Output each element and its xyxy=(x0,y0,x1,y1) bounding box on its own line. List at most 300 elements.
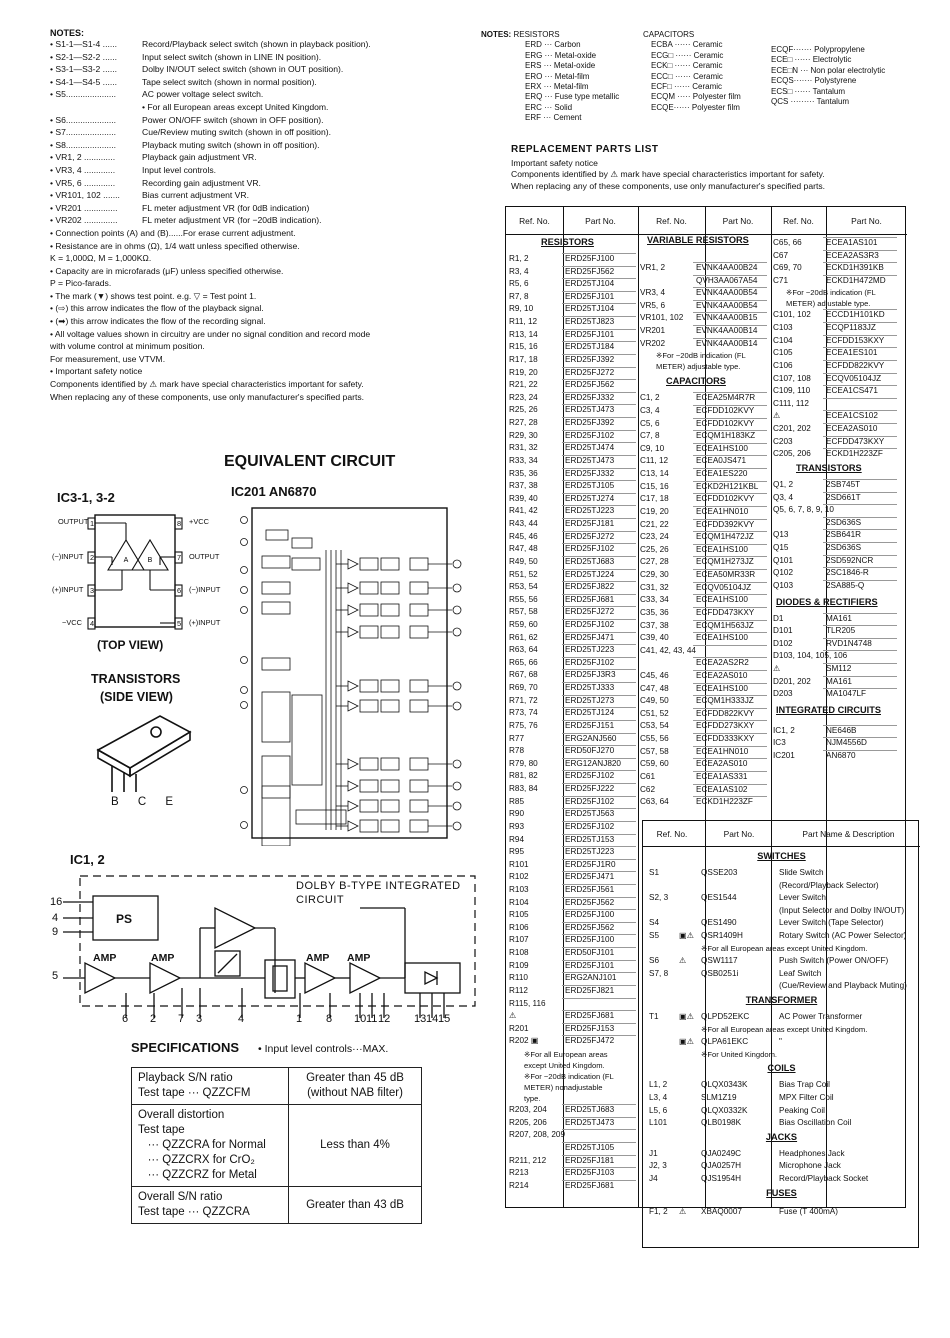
row-rule xyxy=(562,594,636,607)
row-rule xyxy=(562,947,636,960)
ic3-pin-label-1: OUTPUT xyxy=(58,517,89,526)
ic3-pin-label-4: −VCC xyxy=(62,618,82,627)
note-value: Bias current adjustment VR. xyxy=(142,190,249,201)
variable-resistor-ref: VR1, 2 xyxy=(640,263,666,272)
row-rule xyxy=(562,922,636,935)
capacitor-part: ECQM1H333JZ xyxy=(696,696,754,706)
switch-part: QSR1409H xyxy=(701,931,743,940)
switch-mark: ▣⚠ xyxy=(679,931,695,940)
transformer-part: QLPA61EKC xyxy=(701,1037,749,1047)
resistor-part: ERD25TJ223 xyxy=(565,847,615,857)
jack-ref: J2, 3 xyxy=(649,1161,667,1171)
schematic-line xyxy=(262,786,290,798)
schematic-line xyxy=(241,702,248,709)
ic3-pin-num-5: 5 xyxy=(177,619,182,628)
capacitor-part: ECEA50MR33R xyxy=(696,570,756,580)
table-header: Ref. No. xyxy=(638,207,705,235)
note-value: Power ON/OFF switch (shown in OFF position). xyxy=(142,114,324,125)
switch-part: QES1544 xyxy=(701,893,737,903)
row-rule xyxy=(823,529,897,542)
row-rule xyxy=(823,625,897,638)
note-line: When replacing any of these components, use only manufacturer's specified parts. xyxy=(50,391,365,402)
resistor-part: ERD25FJ100 xyxy=(565,254,615,263)
schematic-line xyxy=(360,800,378,812)
resistor-ref: R83, 84 xyxy=(509,784,538,794)
note-line: • (⇨) this arrow indicates the flow of the playback signal. xyxy=(50,303,264,314)
resistor-part: ERD25TJ104 xyxy=(565,279,615,289)
resistor-ref: R207, 208, 209 xyxy=(509,1130,565,1140)
transformer-part: QLPD52EKC xyxy=(701,1012,750,1021)
spec-condition-line: Playback S/N ratio xyxy=(138,1072,233,1084)
schematic-line xyxy=(360,558,378,570)
capacitor-part: ECKD1H223ZF xyxy=(826,449,883,459)
resistor-part: ERD25FJ681 xyxy=(565,1180,615,1190)
note-key: • VR202 .............. xyxy=(50,215,118,226)
capacitor-ref: C47, 48 xyxy=(640,683,669,693)
capacitor-part: ECEA1HS100 xyxy=(696,443,748,453)
row-rule xyxy=(562,556,636,569)
ic12-pin-number: 6 xyxy=(122,1013,129,1025)
capacitor-ref: C55, 56 xyxy=(640,734,669,744)
resistor-ref: R105 xyxy=(509,910,529,920)
note-value: Record/Playback select switch (shown in playback position). xyxy=(142,39,371,49)
capacitor-part: ECFDD822KVY xyxy=(826,360,885,370)
row-rule xyxy=(562,985,636,998)
note-value: • For all European areas except United Kingdom. xyxy=(142,101,329,112)
resistor-part: ERD25TJ105 xyxy=(565,481,615,491)
switch-desc: Leaf Switch xyxy=(779,968,822,978)
spec-condition-line: Test tape xyxy=(138,1124,185,1136)
row-rule xyxy=(823,580,897,593)
resistor-ref: R23, 24 xyxy=(509,392,538,402)
resistor-ref: R112 xyxy=(509,985,528,995)
capacitor-ref: C205, 206 xyxy=(773,449,811,459)
resistor-part: ERD25FJ151 xyxy=(565,720,615,730)
resistor-ref: R19, 20 xyxy=(509,367,538,377)
capacitor-ref: C57, 58 xyxy=(640,746,669,756)
diode-ref: D102 xyxy=(773,638,793,648)
note-value: FL meter adjustment VR (for 0dB indication) xyxy=(142,202,310,213)
resistor-part: ERD25FJ332 xyxy=(565,468,615,478)
resistor-part: ERD25FJ102 xyxy=(565,657,615,667)
capacitor-ref: C7, 8 xyxy=(640,431,660,441)
capacitor-ref: C51, 52 xyxy=(640,708,669,718)
row-rule xyxy=(693,683,767,696)
row-rule xyxy=(562,404,636,417)
dolby-label: DOLBY B-TYPE INTEGRATED CIRCUIT xyxy=(296,880,461,906)
capacitor-part: ECKD1H472MD xyxy=(826,275,886,285)
spec-condition-line: Overall distortion xyxy=(138,1109,225,1121)
table2-header: Part Name & Description xyxy=(777,821,920,847)
schematic-line xyxy=(381,780,399,792)
jack-ref: J4 xyxy=(649,1174,658,1183)
schematic-line xyxy=(292,558,320,570)
capacitor-part: ECEA1AS102 xyxy=(696,784,748,794)
coil-part: QLB0198K xyxy=(701,1118,742,1128)
resistor-part: ERD25FJ103 xyxy=(565,1168,615,1178)
row-rule xyxy=(562,796,636,809)
row-rule xyxy=(562,581,636,594)
capacitor-part: ECQM1H472JZ xyxy=(696,532,754,542)
row-rule xyxy=(562,303,636,316)
row-rule xyxy=(693,506,767,519)
schematic-line xyxy=(241,657,248,664)
legend-capacitors-1 xyxy=(651,40,741,113)
row-rule xyxy=(693,758,767,771)
ic3-pin-label-3: (+)INPUT xyxy=(52,585,84,594)
row-rule xyxy=(693,708,767,721)
schematic-line xyxy=(360,700,378,712)
capacitor-ref: ⚠ xyxy=(773,411,781,421)
schematic-line xyxy=(266,530,288,540)
resistor-part: ERD25FJ822 xyxy=(565,582,615,592)
schematic-line xyxy=(360,626,378,638)
table-header: Ref. No. xyxy=(506,207,563,235)
capacitor-ref: C5, 6 xyxy=(640,418,660,428)
row-rule xyxy=(693,556,767,569)
transistor-side-view-drawing xyxy=(90,710,200,800)
row-rule xyxy=(562,733,636,746)
row-rule xyxy=(562,632,636,645)
schematic-line xyxy=(360,680,378,692)
schematic-line xyxy=(453,760,461,768)
spec-value xyxy=(289,1068,421,1104)
schematic-line xyxy=(381,680,399,692)
schematic-line xyxy=(381,800,399,812)
resistor-part: ERD25FJ102 xyxy=(565,430,615,440)
legend-capacitors-2 xyxy=(771,45,885,107)
row-rule xyxy=(823,423,897,436)
notes-list xyxy=(50,38,460,227)
schematic-line xyxy=(348,759,358,769)
capacitor-ref: C29, 30 xyxy=(640,570,669,580)
integrated-circuit-part: AN6870 xyxy=(826,751,856,761)
row-rule xyxy=(693,300,767,313)
row-rule xyxy=(562,316,636,329)
capacitor-part: ECFDD822KVY xyxy=(696,708,755,718)
note-row xyxy=(50,189,460,202)
row-rule xyxy=(562,1010,636,1023)
switch-part: QES1490 xyxy=(701,918,737,928)
resistor-ref: R95 xyxy=(509,847,525,857)
capacitor-ref: C201, 202 xyxy=(773,424,811,434)
schematic-line xyxy=(453,682,461,690)
legend-capacitor-code: ECE□N ··· Non polar electrolytic xyxy=(771,65,886,75)
capacitor-ref: C203 xyxy=(773,436,793,446)
resistor-part: ERD50FJ101 xyxy=(565,948,615,958)
notes-free-lines xyxy=(50,227,460,403)
row-rule xyxy=(823,335,897,348)
capacitor-ref: C41, 42, 43, 44 xyxy=(640,645,696,655)
resistor-part: ERD25FJ153 xyxy=(565,1023,615,1033)
note-key xyxy=(50,101,142,114)
switch-desc: (Record/Playback Selector) xyxy=(779,880,879,890)
ic3-pin-label-8: +VCC xyxy=(189,517,209,526)
capacitor-ref: C106 xyxy=(773,360,793,370)
resistor-part: ERD25TJ473 xyxy=(565,1117,615,1127)
resistor-ref: R3, 4 xyxy=(509,266,529,276)
capacitor-ref: C63, 64 xyxy=(640,797,669,807)
legend-resistor-code: ERF ··· Cement xyxy=(525,113,582,123)
row-rule xyxy=(823,504,897,517)
row-rule xyxy=(693,796,767,809)
ic12-pin-number: 1 xyxy=(296,1013,303,1025)
note-key: • S1-1—S1-4 ...... xyxy=(50,39,118,49)
resistor-part: ERD25TJ124 xyxy=(565,708,615,718)
row-rule xyxy=(823,492,897,505)
row-rule xyxy=(823,750,897,763)
resistor-part: ERD25FJ821 xyxy=(565,985,615,995)
resistor-ref: R13, 14 xyxy=(509,329,538,339)
schematic-line xyxy=(360,820,378,832)
diode-part: SM112 xyxy=(826,663,852,673)
resistor-ref: R25, 26 xyxy=(509,405,538,415)
capacitor-note: ※For −20dB indication (FL xyxy=(786,288,876,298)
ic12-pin-16: 16 xyxy=(50,896,63,908)
capacitor-ref: C25, 26 xyxy=(640,544,669,554)
capacitor-part: ECKD1H223ZF xyxy=(696,797,753,807)
resistor-ref: R103 xyxy=(509,885,529,894)
resistor-ref: R90 xyxy=(509,809,525,819)
row-rule xyxy=(823,650,897,663)
row-rule xyxy=(823,638,897,651)
capacitor-part: ECEA0JS471 xyxy=(696,456,747,466)
row-rule xyxy=(562,619,636,632)
transistor-part: 2SB641R xyxy=(826,530,862,540)
row-rule xyxy=(693,746,767,759)
row-rule xyxy=(693,594,767,607)
schematic-line xyxy=(453,606,461,614)
row-rule xyxy=(562,531,636,544)
resistor-part: ERD25FJ562 xyxy=(565,380,615,390)
coil-desc: Peaking Coil xyxy=(779,1105,825,1115)
schematic-line xyxy=(241,587,248,594)
capacitor-part: ECFDD333KXY xyxy=(696,734,755,744)
amp-label-3: AMP xyxy=(306,952,330,964)
resistor-part: ERD25TJ823 xyxy=(565,317,615,327)
jack-desc: Headphones Jack xyxy=(779,1148,845,1158)
legend-capacitor-code: ECQF······· Polypropylene xyxy=(771,45,865,54)
resistor-part: ERD25FJ101 xyxy=(565,329,615,339)
row-rule xyxy=(823,275,897,288)
replacement-line-2: Components identified by ⚠ mark have special characteristics important for safety. xyxy=(511,169,825,180)
row-rule xyxy=(562,859,636,872)
schematic-line xyxy=(241,517,248,524)
capacitor-ref: C103 xyxy=(773,323,793,333)
capacitor-ref: C45, 46 xyxy=(640,670,669,680)
capacitor-part: ECEA1HN010 xyxy=(696,506,749,516)
note-line: K = 1,000Ω, M = 1,000KΩ. xyxy=(50,253,152,264)
diode-part: MA161 xyxy=(826,613,852,623)
capacitor-part: ECEA1HS100 xyxy=(696,683,748,693)
capacitor-ref: C69, 70 xyxy=(773,263,802,273)
resistor-part: ERD50FJ270 xyxy=(565,746,615,756)
jack-part: QJA0257H xyxy=(701,1161,742,1171)
capacitor-part: ECEA25M4R7R xyxy=(696,393,756,403)
note-value: FL meter adjustment VR (for −20dB indication). xyxy=(142,215,322,226)
schematic-line xyxy=(348,559,358,569)
row-rule xyxy=(693,645,767,658)
schematic-line xyxy=(381,820,399,832)
row-rule xyxy=(693,338,767,351)
diode-ref: D201, 202 xyxy=(773,676,811,686)
resistor-part: ERD25TJ473 xyxy=(565,455,615,465)
specifications-table xyxy=(131,1067,422,1224)
spec-row xyxy=(132,1105,421,1187)
row-rule xyxy=(562,379,636,392)
resistor-part: ERD25TJ274 xyxy=(565,493,615,503)
schematic-line xyxy=(241,539,248,546)
capacitor-ref: C37, 38 xyxy=(640,620,669,630)
capacitor-part: ECFDD153KXY xyxy=(826,335,885,345)
legend-capacitor-code: ECF□ ······ Ceramic xyxy=(651,82,723,92)
parts-table-2 xyxy=(642,820,919,1248)
row-rule xyxy=(823,262,897,275)
capacitor-part: ECEA1HS100 xyxy=(696,633,748,643)
section-resistors: RESISTORS xyxy=(541,237,594,247)
ic12-pin-number: 14 xyxy=(426,1013,439,1025)
capacitor-part: ECKD1H391KB xyxy=(826,263,884,273)
schematic-line xyxy=(241,607,248,614)
capacitor-part: ECFDD273KXY xyxy=(696,721,755,731)
row-rule xyxy=(562,669,636,682)
schematic-line xyxy=(241,567,248,574)
switch-ref: S7, 8 xyxy=(649,968,669,978)
transformer-mark: ▣⚠ xyxy=(679,1012,695,1021)
capacitor-part: ECFDD102KVY xyxy=(696,494,755,504)
jack-desc: Record/Playback Socket xyxy=(779,1174,869,1183)
ic3-pin-num-1: 1 xyxy=(90,519,95,528)
specifications-title: SPECIFICATIONS xyxy=(131,1040,240,1055)
coil-ref: L1, 2 xyxy=(649,1080,668,1090)
legend-resistor-code: ERX ··· Metal-film xyxy=(525,82,589,92)
ic12-pin-number: 12 xyxy=(378,1013,391,1025)
capacitor-part: ECKD2H121KBL xyxy=(696,481,759,491)
note-row xyxy=(50,151,460,164)
amp-label-4: AMP xyxy=(347,952,371,964)
capacitor-part: ECFDD392KVY xyxy=(696,519,755,529)
integrated-circuit-part: NJM4556D xyxy=(826,738,867,748)
resistor-note: ※For −20dB indication (FL xyxy=(524,1072,614,1082)
schematic-line xyxy=(453,802,461,810)
spec-condition-line: ··· QZZCRX for CrO₂ xyxy=(138,1154,255,1166)
transistor-ref: Q1, 2 xyxy=(773,479,794,489)
resistor-ref: R94 xyxy=(509,834,525,844)
capacitor-part: ECCD1H101KD xyxy=(826,310,885,320)
capacitor-part: ECEA1HS100 xyxy=(696,544,748,554)
section-transistors: TRANSISTORS xyxy=(796,462,862,473)
transistor-part: 2SD636S xyxy=(826,517,862,527)
variable-resistor-ref: VR101, 102 xyxy=(640,313,684,323)
capacitor-ref: C53, 54 xyxy=(640,721,669,731)
row-rule xyxy=(562,720,636,733)
note-row xyxy=(50,101,460,114)
schematic-line xyxy=(262,582,290,594)
capacitor-part: ECEA1AS101 xyxy=(826,238,878,247)
ic12-label: IC1, 2 xyxy=(70,852,105,867)
capacitor-part: ECEA1ES101 xyxy=(826,348,878,358)
resistor-note: type. xyxy=(524,1094,541,1104)
resistor-ref: R214 xyxy=(509,1180,529,1190)
row-rule xyxy=(562,1117,636,1130)
transistor-ref: Q3, 4 xyxy=(773,492,794,502)
note-row xyxy=(50,177,460,190)
top-view-label: (TOP VIEW) xyxy=(97,638,164,652)
row-rule xyxy=(562,442,636,455)
table-header: Part No. xyxy=(705,207,771,235)
coil-ref: L5, 6 xyxy=(649,1105,668,1115)
transformer-part: ※For all European areas except United Kingdom. xyxy=(701,1024,868,1034)
section-capacitors: CAPACITORS xyxy=(666,376,726,387)
resistor-ref: R51, 52 xyxy=(509,569,538,579)
schematic-line xyxy=(296,810,346,824)
row-rule xyxy=(562,808,636,821)
resistor-part: ERD25FJ471 xyxy=(565,872,615,882)
ic201-block-diagram xyxy=(226,500,472,846)
legend-capacitor-code: ECQE······ Polyester film xyxy=(651,102,740,112)
variable-resistor-part: QVH3AA067A54 xyxy=(696,275,758,285)
schematic-line xyxy=(262,556,290,568)
section-variable-resistors: VARIABLE RESISTORS xyxy=(647,235,749,245)
row-rule xyxy=(562,1180,636,1193)
row-rule xyxy=(562,493,636,506)
schematic-line xyxy=(381,558,399,570)
row-rule xyxy=(693,620,767,633)
row-rule xyxy=(693,544,767,557)
capacitor-ref: C71 xyxy=(773,275,789,285)
resistor-part: ERD25FJ1R0 xyxy=(565,859,616,869)
schematic-line xyxy=(348,701,358,711)
capacitor-part: ECEA1AS331 xyxy=(696,771,748,781)
resistor-part: ERD25FJ181 xyxy=(565,1155,615,1165)
note-row xyxy=(50,126,460,139)
resistor-ref: R110 xyxy=(509,973,528,983)
ic3-pin-num-8: 8 xyxy=(177,519,182,528)
resistor-part: ERD25FJ472 xyxy=(565,1036,615,1046)
row-rule xyxy=(562,707,636,720)
legend-resistor-code: ERD ··· Carbon xyxy=(525,40,581,50)
capacitor-ref: C39, 40 xyxy=(640,633,669,643)
jack-desc: Microphone Jack xyxy=(779,1161,841,1171)
row-rule xyxy=(562,758,636,771)
resistor-ref: R5, 6 xyxy=(509,279,529,289)
switch-part: ※For all European areas except United Kingdom. xyxy=(701,943,868,953)
row-rule xyxy=(562,1035,636,1048)
diode-ref: D101 xyxy=(773,626,793,636)
schematic-line xyxy=(381,626,399,638)
resistor-part: ERD25FJ392 xyxy=(565,418,615,428)
schematic-line xyxy=(453,822,461,830)
transformer-desc: " xyxy=(779,1037,782,1047)
note-line: P = Pico-farads. xyxy=(50,278,112,289)
note-line: For measurement, use VTVM. xyxy=(50,353,166,364)
column-divider xyxy=(638,207,639,1207)
notes-block xyxy=(50,28,460,403)
row-rule xyxy=(693,405,767,418)
note-key: • VR1, 2 ............. xyxy=(50,152,116,163)
transistor-ref: Q5, 6, 7, 8, 9, 10 xyxy=(773,505,834,515)
section-fuses: FUSES xyxy=(766,1187,797,1198)
capacitor-ref: C105 xyxy=(773,348,793,358)
note-value: Input level controls. xyxy=(142,164,217,175)
capacitor-ref: C19, 20 xyxy=(640,506,669,516)
capacitor-ref: C61 xyxy=(640,771,656,781)
row-rule xyxy=(693,468,767,481)
transistor-pins-label: B C E xyxy=(111,796,182,808)
section-integrated-circuits: INTEGRATED CIRCUITS xyxy=(776,704,881,715)
schematic-line xyxy=(410,800,428,812)
resistor-ref: R1, 2 xyxy=(509,254,529,263)
